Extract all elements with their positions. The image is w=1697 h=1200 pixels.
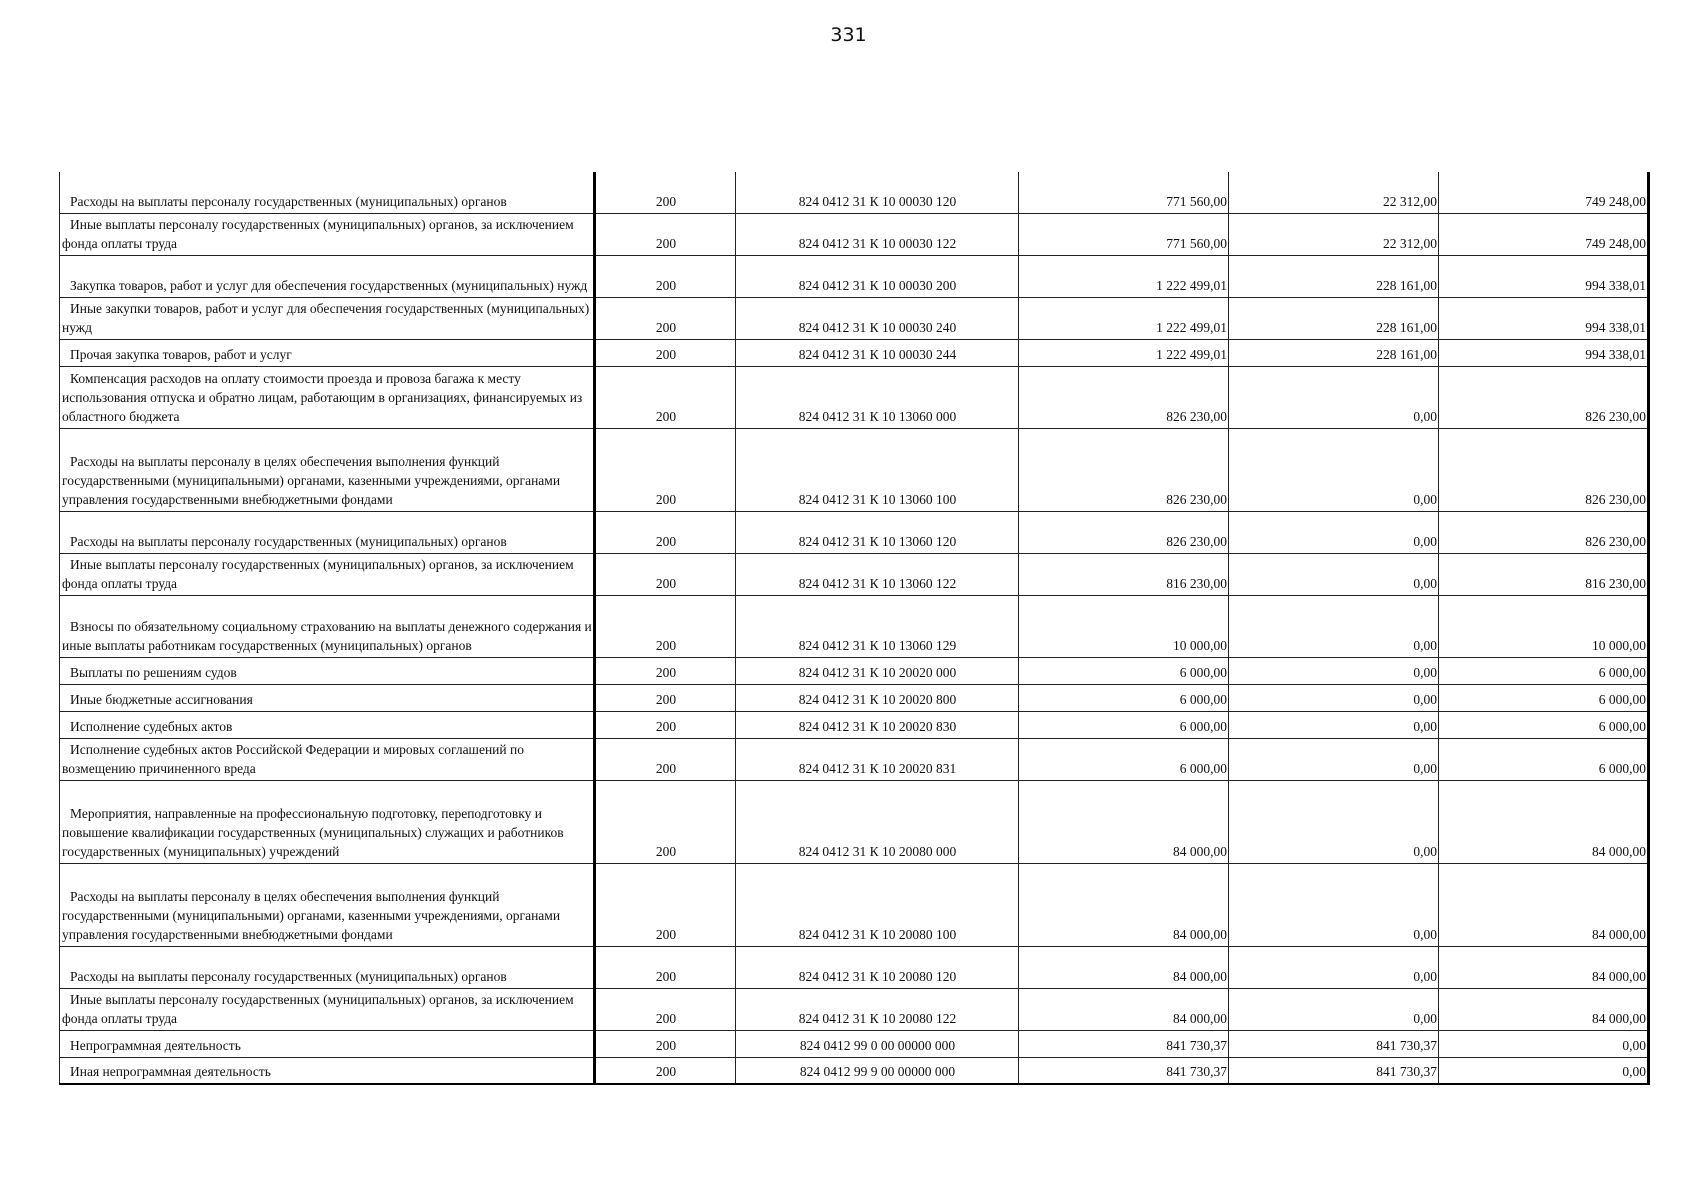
row-plan-amount-cell: 841 730,37: [1019, 1057, 1229, 1084]
row-classification-code-cell: 824 0412 31 К 10 20080 120: [736, 946, 1019, 988]
row-name-text: Мероприятия, направленные на профессиональную подготовку, переподготовку и повышение квалификации государственных (муниципальных) служащих и работников государственных (муниципальных) учреждений: [62, 805, 564, 859]
table-row: [60, 711, 1649, 738]
row-admin-code-cell: 200: [595, 684, 736, 711]
row-name-cell: [60, 1030, 595, 1057]
table-row: [60, 511, 1649, 553]
row-plan-amount-cell: 771 560,00: [1019, 213, 1229, 255]
row-name-text: Иные бюджетные ассигнования: [70, 691, 253, 707]
row-admin-code-cell: 200: [595, 553, 736, 595]
row-executed-amount-cell: 0,00: [1229, 711, 1439, 738]
row-name-text: Расходы на выплаты персоналу государственных (муниципальных) органов: [70, 193, 507, 209]
row-executed-amount-cell: 228 161,00: [1229, 255, 1439, 297]
row-admin-code-cell: 200: [595, 213, 736, 255]
row-name-cell: [60, 297, 595, 339]
row-remaining-amount-cell: 826 230,00: [1439, 511, 1649, 553]
row-admin-code-cell: 200: [595, 657, 736, 684]
table-row: [60, 255, 1649, 297]
row-classification-code-cell: 824 0412 31 К 10 13060 100: [736, 428, 1019, 511]
row-admin-code-cell: 200: [595, 428, 736, 511]
row-plan-amount-cell: 84 000,00: [1019, 988, 1229, 1030]
row-name-text: Расходы на выплаты персоналу государственных (муниципальных) органов: [70, 968, 507, 984]
table-row: [60, 595, 1649, 657]
row-executed-amount-cell: 22 312,00: [1229, 172, 1439, 213]
table-row: [60, 1057, 1649, 1084]
row-classification-code-cell: 824 0412 31 К 10 20020 830: [736, 711, 1019, 738]
row-classification-code-cell: 824 0412 31 К 10 20020 000: [736, 657, 1019, 684]
row-name-text: Закупка товаров, работ и услуг для обеспечения государственных (муниципальных) нужд: [70, 277, 588, 293]
row-name-cell: [60, 738, 595, 780]
row-name-cell: [60, 863, 595, 946]
row-name-cell: [60, 511, 595, 553]
table-row: [60, 946, 1649, 988]
row-admin-code-cell: 200: [595, 595, 736, 657]
table-row: [60, 366, 1649, 428]
table-row: [60, 780, 1649, 863]
row-plan-amount-cell: 6 000,00: [1019, 657, 1229, 684]
row-name-cell: [60, 711, 595, 738]
table-row: [60, 684, 1649, 711]
row-executed-amount-cell: 0,00: [1229, 511, 1439, 553]
row-executed-amount-cell: 0,00: [1229, 595, 1439, 657]
row-remaining-amount-cell: 84 000,00: [1439, 988, 1649, 1030]
row-classification-code-cell: 824 0412 31 К 10 00030 240: [736, 297, 1019, 339]
row-admin-code-cell: 200: [595, 780, 736, 863]
row-name-text: Иные закупки товаров, работ и услуг для обеспечения государственных (муниципальных) нужд: [62, 300, 590, 335]
row-name-cell: [60, 988, 595, 1030]
row-name-text: Прочая закупка товаров, работ и услуг: [70, 346, 292, 362]
row-plan-amount-cell: 841 730,37: [1019, 1030, 1229, 1057]
row-remaining-amount-cell: 84 000,00: [1439, 863, 1649, 946]
row-classification-code-cell: 824 0412 31 К 10 00030 200: [736, 255, 1019, 297]
row-name-text: Расходы на выплаты персоналу в целях обеспечения выполнения функций государственными (муниципальными) органами, казенными учреждениями, органами управления государственными внебюджетными фондами: [62, 453, 561, 507]
table-row: [60, 863, 1649, 946]
row-name-text: Иная непрограммная деятельность: [70, 1064, 271, 1079]
row-remaining-amount-cell: 826 230,00: [1439, 428, 1649, 511]
row-admin-code-cell: 200: [595, 511, 736, 553]
row-classification-code-cell: 824 0412 31 К 10 00030 122: [736, 213, 1019, 255]
row-name-cell: [60, 780, 595, 863]
table-row: [60, 339, 1649, 366]
row-admin-code-cell: 200: [595, 172, 736, 213]
row-admin-code-cell: 200: [595, 863, 736, 946]
budget-table-body: [60, 172, 1649, 1084]
row-remaining-amount-cell: 10 000,00: [1439, 595, 1649, 657]
table-row: [60, 553, 1649, 595]
row-name-cell: [60, 339, 595, 366]
row-admin-code-cell: 200: [595, 255, 736, 297]
row-name-cell: [60, 428, 595, 511]
row-classification-code-cell: 824 0412 31 К 10 20080 122: [736, 988, 1019, 1030]
row-executed-amount-cell: 0,00: [1229, 428, 1439, 511]
row-plan-amount-cell: 84 000,00: [1019, 780, 1229, 863]
row-remaining-amount-cell: 6 000,00: [1439, 738, 1649, 780]
row-name-text: Иные выплаты персоналу государственных (муниципальных) органов, за исключением фонда оплаты труда: [62, 556, 574, 591]
row-admin-code-cell: 200: [595, 297, 736, 339]
row-classification-code-cell: 824 0412 31 К 10 20020 800: [736, 684, 1019, 711]
row-plan-amount-cell: 826 230,00: [1019, 511, 1229, 553]
row-executed-amount-cell: 0,00: [1229, 657, 1439, 684]
row-admin-code-cell: 200: [595, 366, 736, 428]
row-remaining-amount-cell: 84 000,00: [1439, 946, 1649, 988]
row-name-text: Компенсация расходов на оплату стоимости проезда и провоза багажа к месту использования отпуска и обратно лицам, работающим в организациях, финансируемых из областного бюджета: [62, 370, 583, 424]
row-classification-code-cell: 824 0412 31 К 10 13060 129: [736, 595, 1019, 657]
budget-table: [59, 172, 1650, 1085]
row-plan-amount-cell: 1 222 499,01: [1019, 297, 1229, 339]
row-plan-amount-cell: 6 000,00: [1019, 684, 1229, 711]
row-classification-code-cell: 824 0412 31 К 10 13060 122: [736, 553, 1019, 595]
row-name-text: Непрограммная деятельность: [70, 1037, 241, 1053]
row-executed-amount-cell: 0,00: [1229, 946, 1439, 988]
row-name-cell: [60, 1057, 595, 1084]
row-executed-amount-cell: 0,00: [1229, 553, 1439, 595]
row-name-cell: [60, 366, 595, 428]
row-plan-amount-cell: 816 230,00: [1019, 553, 1229, 595]
row-classification-code-cell: 824 0412 31 К 10 00030 244: [736, 339, 1019, 366]
table-row: [60, 1030, 1649, 1057]
row-name-text: Взносы по обязательному социальному страхованию на выплаты денежного содержания и иные выплаты работникам государственных (муниципальных) органов: [62, 618, 592, 653]
row-executed-amount-cell: 841 730,37: [1229, 1057, 1439, 1084]
row-remaining-amount-cell: 6 000,00: [1439, 711, 1649, 738]
row-remaining-amount-cell: 6 000,00: [1439, 657, 1649, 684]
row-classification-code-cell: 824 0412 31 К 10 00030 120: [736, 172, 1019, 213]
row-plan-amount-cell: 1 222 499,01: [1019, 255, 1229, 297]
row-admin-code-cell: 200: [595, 711, 736, 738]
table-row: [60, 213, 1649, 255]
row-executed-amount-cell: 228 161,00: [1229, 339, 1439, 366]
row-name-text: Иные выплаты персоналу государственных (муниципальных) органов, за исключением фонда оплаты труда: [62, 991, 574, 1026]
row-name-text: Исполнение судебных актов: [70, 718, 233, 734]
row-remaining-amount-cell: 994 338,01: [1439, 339, 1649, 366]
row-classification-code-cell: 824 0412 31 К 10 13060 120: [736, 511, 1019, 553]
row-plan-amount-cell: 771 560,00: [1019, 172, 1229, 213]
row-plan-amount-cell: 84 000,00: [1019, 863, 1229, 946]
table-row: [60, 297, 1649, 339]
row-classification-code-cell: 824 0412 31 К 10 20080 000: [736, 780, 1019, 863]
row-executed-amount-cell: 22 312,00: [1229, 213, 1439, 255]
row-classification-code-cell: 824 0412 99 0 00 00000 000: [736, 1030, 1019, 1057]
row-name-text: Расходы на выплаты персоналу в целях обеспечения выполнения функций государственными (муниципальными) органами, казенными учреждениями, органами управления государственными внебюджетными фондами: [62, 888, 561, 942]
row-admin-code-cell: 200: [595, 946, 736, 988]
row-admin-code-cell: 200: [595, 988, 736, 1030]
row-executed-amount-cell: 228 161,00: [1229, 297, 1439, 339]
row-executed-amount-cell: 0,00: [1229, 738, 1439, 780]
row-remaining-amount-cell: 826 230,00: [1439, 366, 1649, 428]
row-remaining-amount-cell: 994 338,01: [1439, 297, 1649, 339]
row-admin-code-cell: 200: [595, 1057, 736, 1084]
row-name-cell: [60, 213, 595, 255]
table-row: [60, 428, 1649, 511]
row-classification-code-cell: 824 0412 31 К 10 13060 000: [736, 366, 1019, 428]
row-name-cell: [60, 172, 595, 213]
row-classification-code-cell: 824 0412 99 9 00 00000 000: [736, 1057, 1019, 1084]
row-name-text: Расходы на выплаты персоналу государственных (муниципальных) органов: [70, 533, 507, 549]
row-admin-code-cell: 200: [595, 1030, 736, 1057]
row-executed-amount-cell: 0,00: [1229, 366, 1439, 428]
row-executed-amount-cell: 841 730,37: [1229, 1030, 1439, 1057]
row-classification-code-cell: 824 0412 31 К 10 20020 831: [736, 738, 1019, 780]
table-row: [60, 172, 1649, 213]
row-name-text: Выплаты по решениям судов: [70, 664, 237, 680]
row-remaining-amount-cell: 0,00: [1439, 1030, 1649, 1057]
table-row: [60, 738, 1649, 780]
row-plan-amount-cell: 84 000,00: [1019, 946, 1229, 988]
row-name-cell: [60, 657, 595, 684]
row-plan-amount-cell: 6 000,00: [1019, 711, 1229, 738]
row-name-cell: [60, 595, 595, 657]
table-row: [60, 657, 1649, 684]
row-classification-code-cell: 824 0412 31 К 10 20080 100: [736, 863, 1019, 946]
row-executed-amount-cell: 0,00: [1229, 780, 1439, 863]
row-plan-amount-cell: 826 230,00: [1019, 428, 1229, 511]
row-remaining-amount-cell: 0,00: [1439, 1057, 1649, 1084]
row-name-cell: [60, 553, 595, 595]
row-plan-amount-cell: 10 000,00: [1019, 595, 1229, 657]
row-name-text: Иные выплаты персоналу государственных (муниципальных) органов, за исключением фонда оплаты труда: [62, 216, 574, 251]
row-remaining-amount-cell: 84 000,00: [1439, 780, 1649, 863]
row-executed-amount-cell: 0,00: [1229, 988, 1439, 1030]
row-admin-code-cell: 200: [595, 339, 736, 366]
row-plan-amount-cell: 826 230,00: [1019, 366, 1229, 428]
row-plan-amount-cell: 6 000,00: [1019, 738, 1229, 780]
row-remaining-amount-cell: 6 000,00: [1439, 684, 1649, 711]
row-remaining-amount-cell: 994 338,01: [1439, 255, 1649, 297]
row-remaining-amount-cell: 749 248,00: [1439, 213, 1649, 255]
table-row: [60, 988, 1649, 1030]
row-name-cell: [60, 946, 595, 988]
row-remaining-amount-cell: 749 248,00: [1439, 172, 1649, 213]
row-remaining-amount-cell: 816 230,00: [1439, 553, 1649, 595]
row-name-cell: [60, 684, 595, 711]
row-executed-amount-cell: 0,00: [1229, 863, 1439, 946]
page-number: 331: [830, 24, 867, 46]
row-admin-code-cell: 200: [595, 738, 736, 780]
row-name-cell: [60, 255, 595, 297]
row-executed-amount-cell: 0,00: [1229, 684, 1439, 711]
row-plan-amount-cell: 1 222 499,01: [1019, 339, 1229, 366]
row-name-text: Исполнение судебных актов Российской Федерации и мировых соглашений по возмещению причиненного вреда: [62, 741, 524, 776]
